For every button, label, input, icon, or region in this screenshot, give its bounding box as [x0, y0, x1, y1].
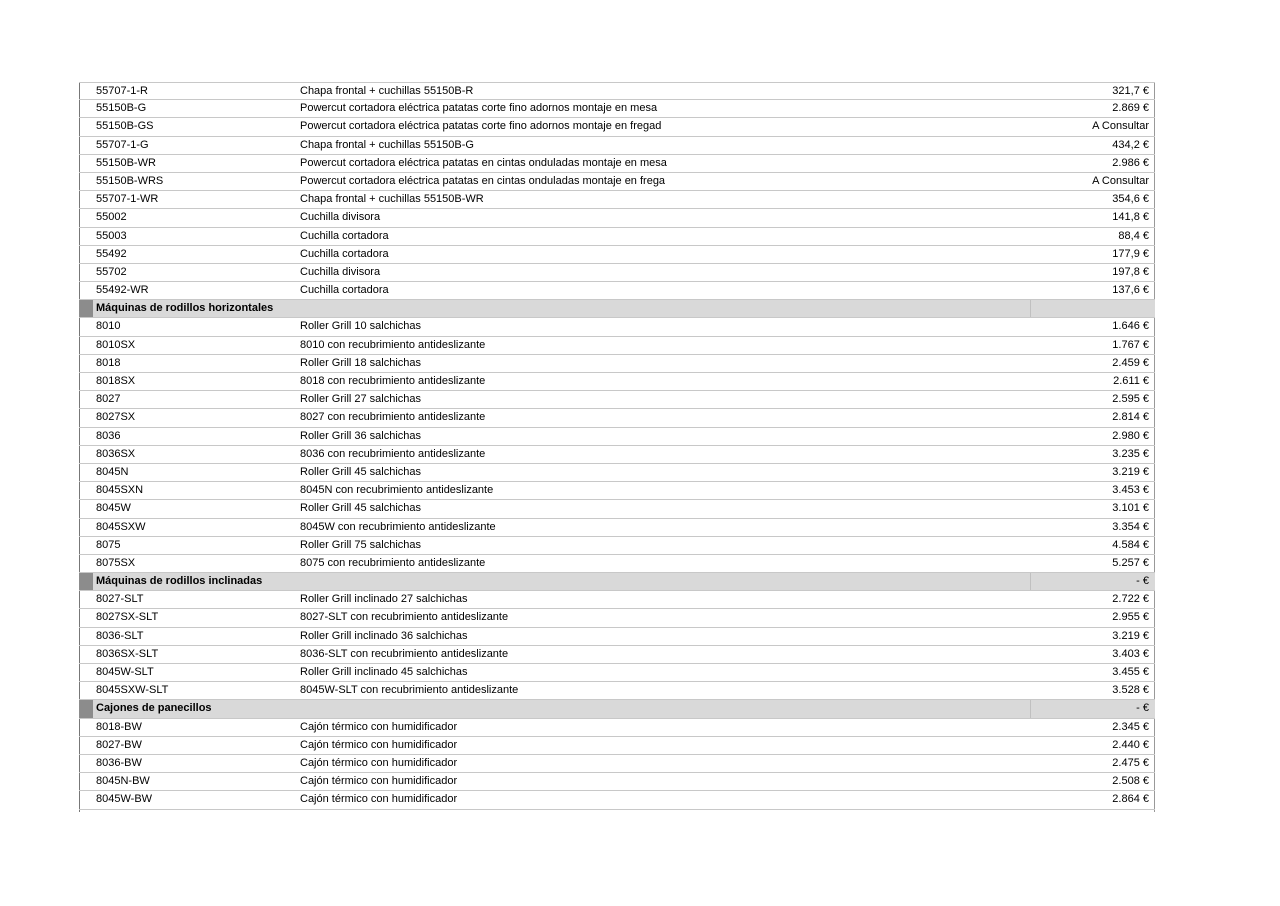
- product-description: Cajón térmico con humidificador: [300, 775, 458, 788]
- product-code: 8036-SLT: [96, 629, 144, 642]
- product-description: Roller Grill 45 salchichas: [300, 502, 422, 515]
- product-price: 3.453 €: [1112, 484, 1149, 497]
- table-row: [79, 355, 1155, 373]
- table-row: [79, 664, 1155, 682]
- product-code: 8045N: [96, 465, 129, 478]
- product-description: Roller Grill 10 salchichas: [300, 320, 422, 333]
- product-price: 3.403 €: [1112, 647, 1149, 660]
- table-row: [79, 155, 1155, 173]
- product-description: Chapa frontal + cuchillas 55150B-R: [300, 85, 474, 97]
- product-price: 3.235 €: [1112, 447, 1149, 460]
- product-price: 3.219 €: [1112, 629, 1149, 642]
- product-code: 8027-BW: [96, 738, 142, 751]
- product-price: - €: [1136, 575, 1149, 588]
- product-price: 2.864 €: [1112, 793, 1149, 806]
- product-price: 3.219 €: [1112, 465, 1149, 478]
- product-description: 8027 con recubrimiento antideslizante: [300, 411, 486, 424]
- section-title: Máquinas de rodillos horizontales: [96, 302, 274, 315]
- table-row: [79, 337, 1155, 355]
- table-row: [79, 137, 1155, 155]
- section-header-row: [79, 700, 1155, 718]
- product-price: 2.955 €: [1112, 611, 1149, 624]
- product-code: 8045W-BW: [96, 793, 153, 806]
- table-row: [79, 118, 1155, 136]
- product-price: 434,2 €: [1112, 138, 1149, 151]
- product-description: Roller Grill inclinado 45 salchichas: [300, 666, 468, 678]
- table-row: [79, 628, 1155, 646]
- product-code: 8036: [96, 429, 121, 442]
- product-code: 8045N-BW: [96, 775, 150, 788]
- table-row: [79, 246, 1155, 264]
- product-code: 8027-SLT: [96, 593, 144, 606]
- product-code: 55707-1-R: [96, 85, 148, 97]
- section-title: Cajones de panecillos: [96, 702, 212, 715]
- product-code: 55492: [96, 247, 127, 260]
- product-description: Cajón térmico con humidificador: [300, 756, 458, 769]
- product-code: 55150B-G: [96, 102, 147, 115]
- product-price: 2.459 €: [1112, 356, 1149, 369]
- table-row: [79, 537, 1155, 555]
- product-description: Cajón térmico con humidificador: [300, 720, 458, 733]
- product-price: 1.767 €: [1112, 338, 1149, 351]
- table-row: [79, 191, 1155, 209]
- product-description: Roller Grill 18 salchichas: [300, 356, 422, 369]
- product-description: 8045W con recubrimiento antideslizante: [300, 520, 496, 533]
- table-row: [79, 318, 1155, 336]
- product-price: 137,6 €: [1112, 284, 1149, 297]
- product-description: Cajón térmico con humidificador: [300, 738, 458, 751]
- table-row: [79, 719, 1155, 737]
- product-description: 8018 con recubrimiento antideslizante: [300, 375, 486, 387]
- table-row: [79, 428, 1155, 446]
- product-description: Chapa frontal + cuchillas 55150B-WR: [300, 193, 484, 206]
- product-description: Cuchilla cortadora: [300, 284, 389, 297]
- table-row: [79, 209, 1155, 227]
- product-price: 2.595 €: [1112, 393, 1149, 406]
- product-code: 55492-WR: [96, 284, 149, 297]
- product-description: Roller Grill inclinado 27 salchichas: [300, 593, 468, 606]
- table-row: [79, 391, 1155, 409]
- product-description: Cuchilla cortadora: [300, 229, 389, 242]
- product-code: 55707-1-G: [96, 138, 149, 151]
- product-code: 55002: [96, 211, 127, 224]
- product-description: 8045W-SLT con recubrimiento antideslizante: [300, 684, 519, 697]
- product-price: A Consultar: [1092, 174, 1149, 187]
- product-code: 8018SX: [96, 375, 136, 387]
- product-description: Roller Grill 36 salchichas: [300, 429, 422, 442]
- product-code: 8045SXN: [96, 484, 144, 497]
- product-price: 2.986 €: [1112, 156, 1149, 169]
- product-description: 8045N con recubrimiento antideslizante: [300, 484, 494, 497]
- table-row: [79, 482, 1155, 500]
- table-row: [79, 100, 1155, 118]
- table-row: [79, 173, 1155, 191]
- product-price: 141,8 €: [1112, 211, 1149, 224]
- product-code: 8027: [96, 393, 121, 406]
- product-description: 8075 con recubrimiento antideslizante: [300, 556, 486, 569]
- table-row: [79, 737, 1155, 755]
- product-code: 8045W-SLT: [96, 666, 154, 678]
- section-divider: [1030, 300, 1031, 317]
- table-row: [79, 682, 1155, 700]
- table-row: [79, 282, 1155, 300]
- product-price: 88,4 €: [1118, 229, 1149, 242]
- section-divider: [1030, 700, 1031, 717]
- product-code: 8036SX-SLT: [96, 647, 159, 660]
- product-price: 2.980 €: [1112, 429, 1149, 442]
- product-price: 2.345 €: [1112, 720, 1149, 733]
- product-code: 8010SX: [96, 338, 136, 351]
- product-price: 2.722 €: [1112, 593, 1149, 606]
- product-code: 55150B-WRS: [96, 174, 164, 187]
- product-price: 4.584 €: [1112, 538, 1149, 551]
- product-price: 1.646 €: [1112, 320, 1149, 333]
- product-description: 8036 con recubrimiento antideslizante: [300, 447, 486, 460]
- product-code: 8036SX: [96, 447, 136, 460]
- product-price: 2.814 €: [1112, 411, 1149, 424]
- product-price: 2.508 €: [1112, 775, 1149, 788]
- price-table: [79, 82, 1155, 810]
- product-description: 8036-SLT con recubrimiento antideslizante: [300, 647, 509, 660]
- product-code: 8018-BW: [96, 720, 142, 733]
- section-marker: [79, 573, 93, 590]
- table-row: [79, 464, 1155, 482]
- product-description: Chapa frontal + cuchillas 55150B-G: [300, 138, 474, 151]
- product-description: Cuchilla divisora: [300, 265, 381, 278]
- product-description: Powercut cortadora eléctrica patatas corte fino adornos montaje en mesa: [300, 102, 658, 115]
- table-row: [79, 409, 1155, 427]
- product-price: 3.354 €: [1112, 520, 1149, 533]
- product-price: 2.611 €: [1113, 375, 1149, 387]
- product-description: Roller Grill 75 salchichas: [300, 538, 422, 551]
- section-header-row: [79, 573, 1155, 591]
- product-description: 8027-SLT con recubrimiento antideslizante: [300, 611, 509, 624]
- product-price: 3.455 €: [1112, 666, 1149, 678]
- table-row: [79, 773, 1155, 791]
- product-price: 177,9 €: [1112, 247, 1149, 260]
- product-price: 3.528 €: [1112, 684, 1149, 697]
- product-code: 8010: [96, 320, 121, 333]
- product-price: 2.440 €: [1112, 738, 1149, 751]
- product-code: 8036-BW: [96, 756, 142, 769]
- product-description: Roller Grill 45 salchichas: [300, 465, 422, 478]
- product-price: A Consultar: [1092, 120, 1149, 133]
- product-price: 354,6 €: [1112, 193, 1149, 206]
- table-row: [79, 519, 1155, 537]
- product-price: 197,8 €: [1112, 265, 1149, 278]
- product-price: - €: [1136, 702, 1149, 715]
- product-code: 55702: [96, 265, 127, 278]
- product-code: 8018: [96, 356, 121, 369]
- product-description: Powercut cortadora eléctrica patatas en cintas onduladas montaje en mesa: [300, 156, 667, 169]
- section-marker: [79, 700, 93, 717]
- product-price: 2.869 €: [1112, 102, 1149, 115]
- product-price: 2.475 €: [1112, 756, 1149, 769]
- table-row: [79, 555, 1155, 573]
- product-code: 55150B-GS: [96, 120, 154, 133]
- table-row: [79, 755, 1155, 773]
- product-description: 8010 con recubrimiento antideslizante: [300, 338, 486, 351]
- product-code: 8027SX-SLT: [96, 611, 159, 624]
- product-code: 8027SX: [96, 411, 136, 424]
- product-code: 8045SXW: [96, 520, 146, 533]
- section-divider: [1030, 573, 1031, 590]
- product-description: Powercut cortadora eléctrica patatas en cintas onduladas montaje en frega: [300, 174, 666, 187]
- product-code: 55150B-WR: [96, 156, 156, 169]
- table-row: [79, 228, 1155, 246]
- product-description: Roller Grill 27 salchichas: [300, 393, 422, 406]
- product-code: 55707-1-WR: [96, 193, 159, 206]
- product-description: Cuchilla cortadora: [300, 247, 389, 260]
- table-row: [79, 646, 1155, 664]
- table-row: [79, 791, 1155, 809]
- product-price: 3.101 €: [1112, 502, 1149, 515]
- product-code: 8045W: [96, 502, 131, 515]
- table-row: [79, 500, 1155, 518]
- product-code: 55003: [96, 229, 127, 242]
- product-description: Roller Grill inclinado 36 salchichas: [300, 629, 468, 642]
- table-row: [79, 373, 1155, 391]
- product-description: Cuchilla divisora: [300, 211, 381, 224]
- product-description: Cajón térmico con humidificador: [300, 793, 458, 806]
- product-code: 8075SX: [96, 556, 136, 569]
- table-row: [79, 591, 1155, 609]
- table-row: [79, 82, 1155, 100]
- section-marker: [79, 300, 93, 317]
- section-header-row: [79, 300, 1155, 318]
- product-price: 5.257 €: [1112, 556, 1149, 569]
- product-code: 8045SXW-SLT: [96, 684, 169, 697]
- product-code: 8075: [96, 538, 121, 551]
- product-description: Powercut cortadora eléctrica patatas corte fino adornos montaje en fregad: [300, 120, 662, 133]
- section-title: Máquinas de rodillos inclinadas: [96, 575, 263, 588]
- product-price: 321,7 €: [1112, 85, 1149, 97]
- table-row: [79, 609, 1155, 627]
- table-row: [79, 264, 1155, 282]
- table-row: [79, 446, 1155, 464]
